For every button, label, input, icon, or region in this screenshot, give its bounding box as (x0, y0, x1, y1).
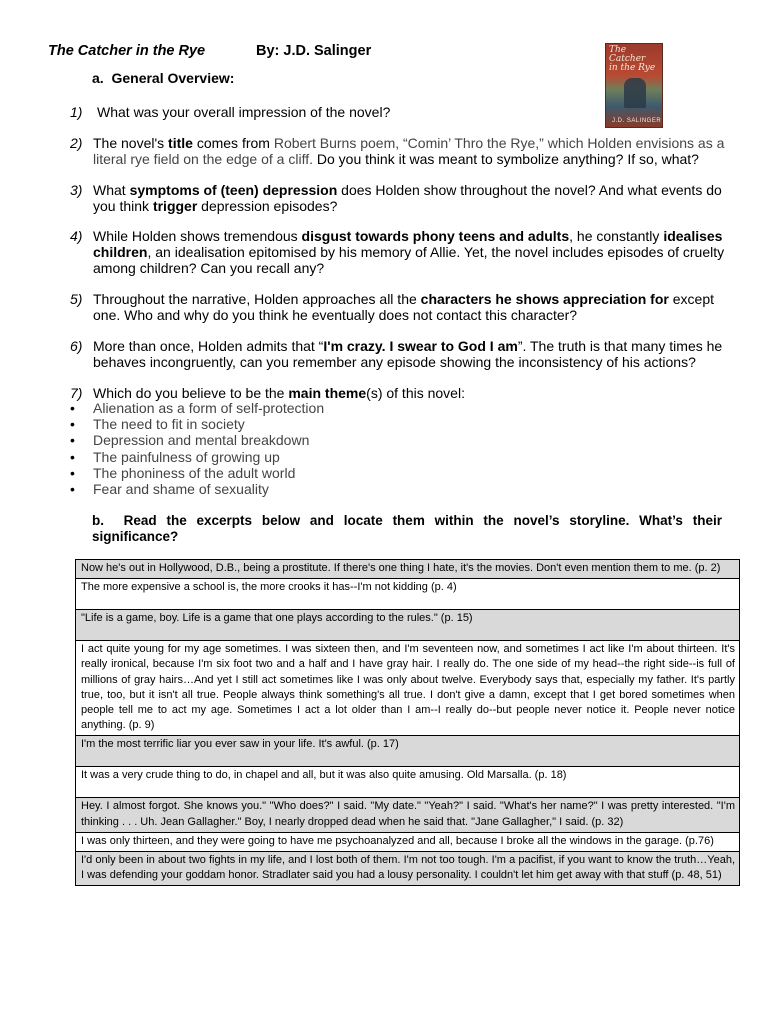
themes-list (70, 400, 324, 497)
excerpt-cell: I'm the most terrific liar you ever saw in your life. It's awful. (p. 17) (76, 736, 740, 767)
table-row (76, 641, 740, 736)
excerpt-cell: I'd only been in about two fights in my life, and I lost both of them. I'm not too tough. I'm a pacifist, if you want to know the truth…Yeah, I was defending your goddam honor. Stradlater said you had a lousy personality. I couldn't let him get away with that stuff (p. 48, 51) (76, 852, 740, 886)
question-7: 7) Which do you believe to be the main theme(s) of this novel: (70, 385, 465, 401)
excerpt-cell: "Life is a game, boy. Life is a game that one plays according to the rules." (p. 15) (76, 610, 740, 641)
table-row (76, 579, 740, 610)
table-row (76, 798, 740, 832)
section-b-heading: b. Read the excerpts below and locate them within the novel’s storyline. What’s their significance? (92, 513, 722, 544)
bullet-icon: • (70, 400, 75, 416)
table-row (76, 736, 740, 767)
question-1: 1) What was your overall impression of the novel? (70, 104, 391, 120)
section-a-heading: a. General Overview: (92, 70, 235, 86)
table-row (76, 767, 740, 798)
cover-author: J.D. SALINGER (612, 118, 662, 124)
question-2: 2) The novel's title comes from Robert Burns poem, “Comin’ Thro the Rye,” which Holden envisions as a literal rye field on the edge of a cliff. Do you think it was meant to symbolize anything? If so, what? (70, 135, 725, 167)
table-row (76, 832, 740, 851)
excerpt-cell: Now he's out in Hollywood, D.B., being a prostitute. If there's one thing I hate, it's the movies. Don't even mention them to me. (p. 2) (76, 560, 740, 579)
question-4: 4) While Holden shows tremendous disgust towards phony teens and adults, he constantly idealises children, an idealisation epitomised by his memory of Allie. Yet, the novel includes episodes of cruelty among children? Can you recall any? (70, 228, 725, 276)
question-5: 5) Throughout the narrative, Holden approaches all the characters he shows appreciation for except one. Who and why do you think he eventually does not contact this character? (70, 291, 714, 323)
table-row (76, 610, 740, 641)
question-6: 6) More than once, Holden admits that “I'm crazy. I swear to God I am”. The truth is that many times he behaves incongruently, can you remember any episode showing the inconsistency of his actions? (70, 338, 723, 370)
book-author: By: J.D. Salinger (256, 43, 372, 59)
question-3: 3) What symptoms of (teen) depression does Holden show throughout the novel? And what events do you think trigger depression episodes? (70, 182, 722, 214)
table-row (76, 560, 740, 579)
list-item: • Depression and mental breakdown (70, 432, 310, 449)
excerpt-cell: It was a very crude thing to do, in chapel and all, but it was also quite amusing. Old Marsalla. (p. 18) (76, 767, 740, 798)
excerpt-cell: The more expensive a school is, the more crooks it has--I'm not kidding (p. 4) (76, 579, 740, 610)
list-item: • The phoniness of the adult world (70, 464, 296, 481)
excerpt-cell: Hey. I almost forgot. She knows you." "Who does?" I said. "My date." "Yeah?" I said. "What's her name?" I was pretty interested. "I'm thinking . . . Uh. Jean Gallagher." Boy, I nearly dropped dead when he said that. "Jane Gallagher," I said. (p. 32) (76, 798, 740, 832)
list-item: • Alienation as a form of self-protection (70, 400, 325, 416)
list-item: • The painfulness of growing up (70, 448, 280, 465)
excerpts-table (75, 559, 740, 886)
excerpt-cell: I was only thirteen, and they were going to have me psychoanalyzed and all, because I broke all the windows in the garage. (p.76) (76, 832, 740, 851)
bullet-icon: • (70, 416, 75, 433)
bullet-icon: • (70, 464, 75, 481)
bullet-icon: • (70, 432, 75, 449)
book-title: The Catcher in the Rye (48, 43, 206, 59)
bullet-icon: • (70, 481, 75, 498)
list-item: • The need to fit in society (70, 416, 245, 433)
list-item: • Fear and shame of sexuality (70, 481, 269, 498)
bullet-icon: • (70, 448, 75, 465)
document-header (48, 43, 372, 59)
table-row (76, 852, 740, 886)
cover-title: The Catcher in the Rye (609, 45, 656, 73)
excerpt-cell: I act quite young for my age sometimes. I was sixteen then, and I'm seventeen now, and sometimes I act like I'm about thirteen. It's really ironical, because I'm six foot two and a half and I have gray hair. I really do. The one side of my head--the right side--is full of millions of gray hairs…And yet I still act sometimes like I was only about twelve. Everybody says that, especially my father. It's partly true, too, but it isn't all true. People always think something's all true. I don't give a damn, except that I get bored sometimes when people tell me to act my age. Sometimes I act a lot older than I am--I really do--but people never notice it. People never notice anything. (p. 9) (76, 641, 740, 736)
